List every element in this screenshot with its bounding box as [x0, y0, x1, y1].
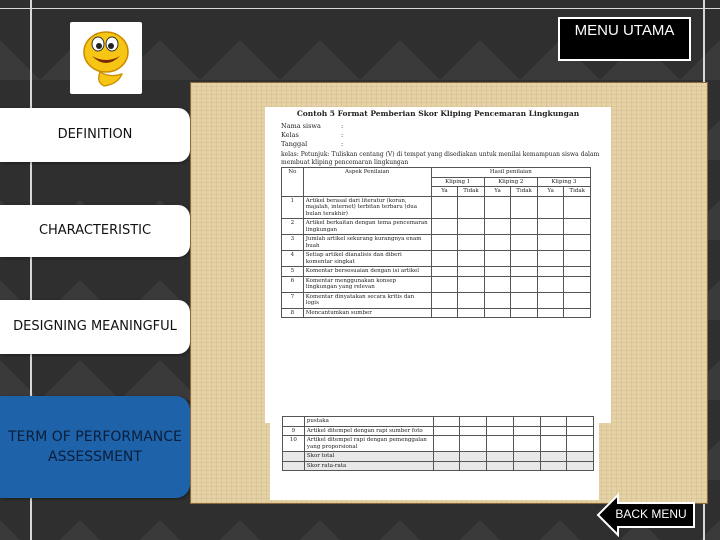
- check-cell: [458, 235, 485, 251]
- field-tanggal: [281, 140, 611, 149]
- row-aspect: Skor total: [304, 452, 433, 462]
- check-cell: [487, 417, 514, 427]
- check-cell: [537, 196, 564, 219]
- check-cell: [484, 292, 511, 308]
- field-nama: [281, 122, 611, 131]
- check-cell: [511, 292, 538, 308]
- check-cell: [567, 417, 594, 427]
- check-cell: [540, 426, 567, 436]
- check-cell: [484, 308, 511, 318]
- table-row: [282, 267, 591, 277]
- field-label: Nama siswa: [281, 122, 321, 130]
- table-row: [282, 196, 591, 219]
- tidak-header: Tidak: [511, 187, 538, 197]
- rubric-table: [281, 167, 591, 318]
- check-cell: [487, 426, 514, 436]
- group-header: Kliping 2: [484, 177, 537, 187]
- check-cell: [460, 452, 487, 462]
- check-cell: [537, 276, 564, 292]
- check-cell: [511, 276, 538, 292]
- check-cell: [433, 426, 460, 436]
- row-number: 8: [282, 308, 304, 318]
- check-cell: [433, 452, 460, 462]
- smiley-face-icon: [70, 22, 142, 94]
- field-kelas: [281, 131, 611, 140]
- check-cell: [484, 219, 511, 235]
- check-cell: [537, 251, 564, 267]
- check-cell: [540, 436, 567, 452]
- row-number: [283, 452, 305, 462]
- table-row: [283, 426, 594, 436]
- check-cell: [511, 219, 538, 235]
- check-cell: [487, 461, 514, 471]
- field-sep: :: [341, 140, 344, 148]
- row-aspect: Artikel ditempel dengan rapi sumber foto: [304, 426, 433, 436]
- ya-header: Ya: [431, 187, 458, 197]
- rubric-rows-top: [282, 196, 591, 318]
- row-aspect: Skor rata-rata: [304, 461, 433, 471]
- row-aspect: Artikel ditempel rapi dengan pemenggalan yang proporsional: [304, 436, 433, 452]
- check-cell: [431, 251, 458, 267]
- check-cell: [431, 308, 458, 318]
- col-aspect-header: Aspek Penilaian: [303, 168, 431, 197]
- check-cell: [564, 251, 591, 267]
- row-aspect: Komentar bersesuaian dengan isi artikel: [303, 267, 431, 277]
- check-cell: [511, 235, 538, 251]
- table-row: [282, 308, 591, 318]
- check-cell: [537, 308, 564, 318]
- check-cell: [513, 436, 540, 452]
- check-cell: [540, 461, 567, 471]
- document-title: Contoh 5 Format Pemberian Skor Kliping Pencemaran Lingkungan: [296, 109, 580, 118]
- row-number: 5: [282, 267, 304, 277]
- check-cell: [431, 276, 458, 292]
- check-cell: [431, 235, 458, 251]
- check-cell: [431, 219, 458, 235]
- row-aspect: Jumlah artikel sekurang kurangnya enam buah: [303, 235, 431, 251]
- check-cell: [511, 267, 538, 277]
- check-cell: [484, 251, 511, 267]
- check-cell: [540, 417, 567, 427]
- check-cell: [484, 196, 511, 219]
- instruction-text: kelas: Petunjuk: Tuliskan centang (V) di tempat yang disediakan untuk menilai kemampuan siswa dalam membuat kliping pencemaran lingkungan: [281, 151, 600, 166]
- field-sep: :: [341, 122, 344, 130]
- check-cell: [460, 417, 487, 427]
- check-cell: [513, 452, 540, 462]
- table-row: [282, 219, 591, 235]
- row-number: 1: [282, 196, 304, 219]
- rubric-table-continued: [282, 416, 594, 471]
- col-result-header: Hasil penilaian: [431, 168, 590, 178]
- row-number: 7: [282, 292, 304, 308]
- check-cell: [567, 461, 594, 471]
- menu-utama-button[interactable]: MENU UTAMA: [558, 17, 691, 61]
- check-cell: [564, 267, 591, 277]
- table-row: [283, 436, 594, 452]
- check-cell: [487, 452, 514, 462]
- table-row: [282, 276, 591, 292]
- check-cell: [537, 219, 564, 235]
- check-cell: [513, 426, 540, 436]
- check-cell: [564, 235, 591, 251]
- check-cell: [431, 267, 458, 277]
- row-aspect: Artikel berkaitan dengan tema pencemaran lingkungan: [303, 219, 431, 235]
- check-cell: [433, 461, 460, 471]
- nav-designing-meaningful-button[interactable]: DESIGNING MEANINGFUL: [0, 300, 190, 354]
- check-cell: [487, 436, 514, 452]
- row-number: 10: [283, 436, 305, 452]
- check-cell: [458, 267, 485, 277]
- check-cell: [511, 196, 538, 219]
- check-cell: [458, 292, 485, 308]
- row-number: 3: [282, 235, 304, 251]
- smiley-logo: [70, 22, 142, 94]
- group-header: Kliping 1: [431, 177, 484, 187]
- row-aspect: Artikel berasal dari literatur (koran, majalah, internet) terbitan terbaru (dua bulan terakhir): [303, 196, 431, 219]
- table-row: [282, 235, 591, 251]
- check-cell: [564, 196, 591, 219]
- check-cell: [567, 436, 594, 452]
- table-row: [283, 461, 594, 471]
- check-cell: [564, 219, 591, 235]
- table-row: [282, 292, 591, 308]
- row-number: 6: [282, 276, 304, 292]
- check-cell: [484, 267, 511, 277]
- check-cell: [460, 436, 487, 452]
- check-cell: [513, 417, 540, 427]
- check-cell: [484, 235, 511, 251]
- check-cell: [564, 292, 591, 308]
- col-no-header: No: [282, 168, 304, 197]
- tidak-header: Tidak: [458, 187, 485, 197]
- row-aspect: pustaka: [304, 417, 433, 427]
- row-number: [283, 461, 305, 471]
- table-row: [282, 251, 591, 267]
- check-cell: [511, 251, 538, 267]
- check-cell: [513, 461, 540, 471]
- row-number: 2: [282, 219, 304, 235]
- check-cell: [537, 292, 564, 308]
- check-cell: [431, 196, 458, 219]
- nav-characteristic-button[interactable]: CHARACTERISTIC: [0, 205, 190, 257]
- row-number: 9: [283, 426, 305, 436]
- back-menu-button[interactable]: [596, 493, 696, 537]
- rubric-document-page-1: [265, 107, 611, 423]
- group-header: Kliping 3: [537, 177, 590, 187]
- ya-header: Ya: [484, 187, 511, 197]
- check-cell: [460, 461, 487, 471]
- check-cell: [458, 251, 485, 267]
- check-cell: [458, 219, 485, 235]
- check-cell: [540, 452, 567, 462]
- check-cell: [537, 267, 564, 277]
- check-cell: [567, 452, 594, 462]
- check-cell: [460, 426, 487, 436]
- field-label: Tanggal: [281, 140, 308, 148]
- tidak-header: Tidak: [564, 187, 591, 197]
- check-cell: [458, 196, 485, 219]
- row-number: 4: [282, 251, 304, 267]
- check-cell: [564, 308, 591, 318]
- check-cell: [433, 417, 460, 427]
- rubric-document-page-2: [270, 416, 599, 500]
- nav-definition-button[interactable]: DEFINITION: [0, 108, 190, 162]
- check-cell: [458, 308, 485, 318]
- field-label: Kelas: [281, 131, 299, 139]
- check-cell: [564, 276, 591, 292]
- table-row: [283, 452, 594, 462]
- row-aspect: Setiap artikel dianalisis dan diberi komentar singkat: [303, 251, 431, 267]
- check-cell: [567, 426, 594, 436]
- check-cell: [511, 308, 538, 318]
- check-cell: [484, 276, 511, 292]
- back-menu-label: BACK MENU: [615, 507, 687, 521]
- row-number: [283, 417, 305, 427]
- check-cell: [537, 235, 564, 251]
- check-cell: [431, 292, 458, 308]
- frame-line-top: [0, 8, 720, 9]
- check-cell: [458, 276, 485, 292]
- rubric-rows-bottom: [283, 417, 594, 471]
- field-sep: :: [341, 131, 344, 139]
- table-row: [283, 417, 594, 427]
- check-cell: [433, 436, 460, 452]
- nav-term-of-performance-assessment-button[interactable]: TERM OF PERFORMANCE ASSESSMENT: [0, 396, 190, 498]
- row-aspect: Mencantumkan sumber: [303, 308, 431, 318]
- ya-header: Ya: [537, 187, 564, 197]
- row-aspect: Komentar dinyatakan secara kritis dan logis: [303, 292, 431, 308]
- row-aspect: Komentar menggunakan konsep lingkungan yang relevan: [303, 276, 431, 292]
